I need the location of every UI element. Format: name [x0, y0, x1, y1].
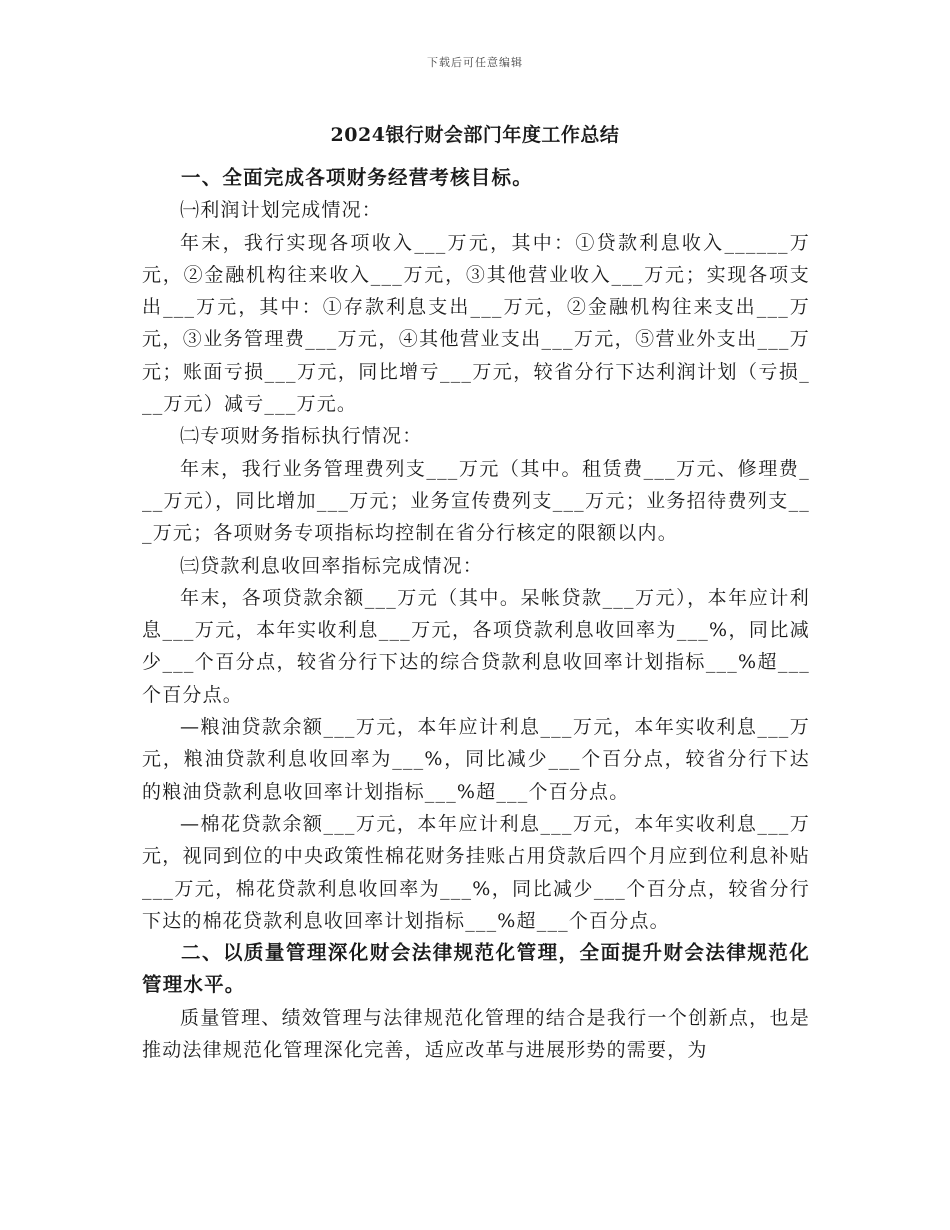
section-heading-2: 二、以质量管理深化财会法律规范化管理，全面提升财会法律规范化管理水平。 — [142, 941, 810, 997]
paragraph-loan-interest: 年末，各项贷款余额___万元（其中。呆帐贷款___万元），本年应计利息___万元，本年实收利息___万元，各项贷款利息收回率为___%，同比减少___个百分点，较省分行下达的综合贷款利息收回率计划指标___%超___个百分点。 — [142, 586, 810, 706]
paragraph-grain-oil-loans: —粮油贷款余额___万元，本年应计利息___万元，本年实收利息___万元，粮油贷款利息收回率为___%，同比减少___个百分点，较省分行下达的粮油贷款利息收回率计划指标___%超___个百分点。 — [142, 716, 810, 803]
paragraph-quality-management: 质量管理、绩效管理与法律规范化管理的结合是我行一个创新点，也是推动法律规范化管理深化完善，适应改革与进展形势的需要，为 — [142, 1006, 810, 1062]
subsection-heading-2: ㈡专项财务指标执行情况： — [180, 425, 423, 448]
section-heading-1: 一、全面完成各项财务经营考核目标。 — [181, 166, 533, 189]
paragraph-cotton-loans: —棉花贷款余额___万元，本年应计利息___万元，本年实收利息___万元，视同到位的中央政策性棉花财务挂账占用贷款后四个月应到位利息补贴___万元，棉花贷款利息收回率为___%，同比减少___个百分点，较省分行下达的棉花贷款利息收回率计划指标___%超___个百分点。 — [142, 812, 810, 932]
document-body — [142, 162, 810, 1066]
paragraph-profit-plan: 年末，我行实现各项收入___万元，其中：①贷款利息收入______万元，②金融机构往来收入___万元，③其他营业收入___万元；实现各项支出___万元，其中：①存款利息支出___万元，②金融机构往来支出___万元，③业务管理费___万元，④其他营业支出___万元，⑤营业外支出___万元；账面亏损___万元，同比增亏___万元，较省分行下达利润计划（亏损___万元）减亏___万元。 — [142, 231, 810, 416]
page-header-note: 下载后可任意编辑 — [427, 56, 523, 69]
subsection-heading-3: ㈢贷款利息收回率指标完成情况： — [180, 554, 484, 577]
subsection-heading-1: ㈠利润计划完成情况： — [180, 199, 383, 222]
document-title: 2024银行财会部门年度工作总结 — [330, 124, 620, 146]
paragraph-special-indicators: 年末，我行业务管理费列支___万元（其中。租赁费___万元、修理费___万元），同比增加___万元；业务宣传费列支___万元；业务招待费列支___万元；各项财务专项指标均控制在省分行核定的限额以内。 — [142, 457, 810, 545]
